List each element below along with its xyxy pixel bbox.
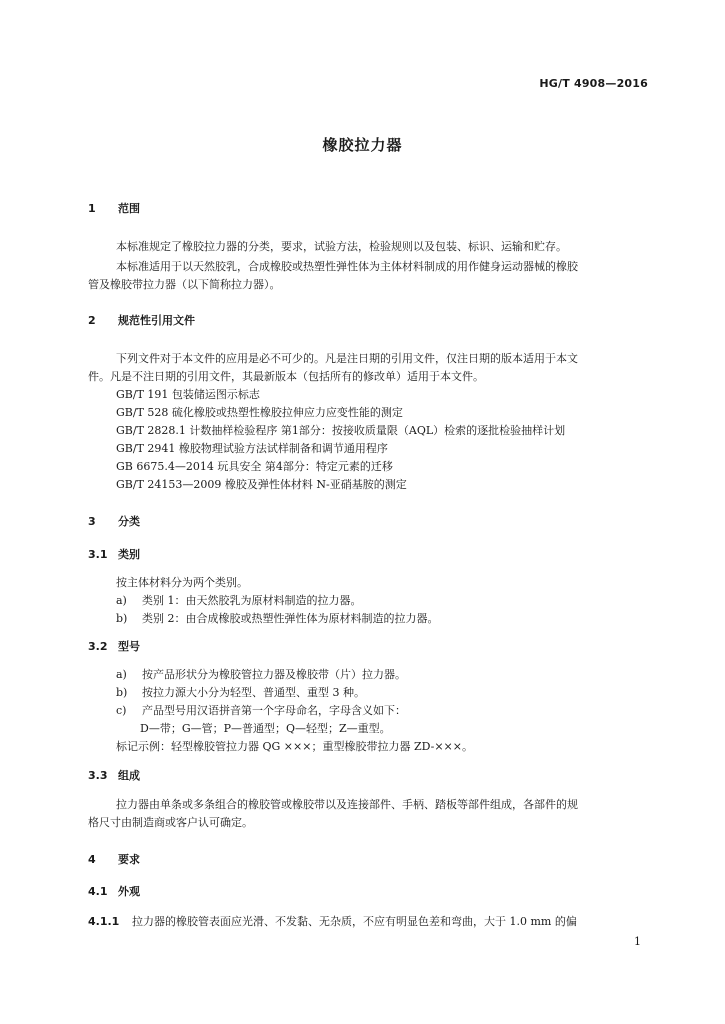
reference-item: GB/T 191 包装储运图示标志 (116, 388, 260, 401)
paragraph: 本标准适用于以天然胶乳，合成橡胶或热塑性弹性体为主体材料制成的用作健身运动器械的橡胶 (116, 260, 578, 273)
paragraph: 下列文件对于本文件的应用是必不可少的。凡是注日期的引用文件，仅注日期的版本适用于本文 (116, 352, 578, 365)
list-item-text: 类别 2：由合成橡胶或热塑性弹性体为原材料制造的拉力器。 (142, 612, 439, 625)
section-number: 1 (88, 202, 96, 215)
section-1-heading (88, 200, 140, 216)
reference-item: GB 6675.4—2014 玩具安全 第4部分：特定元素的迁移 (116, 460, 393, 473)
list-item (116, 666, 406, 682)
subsection-3-3-heading (88, 767, 140, 783)
paragraph: 拉力器由单条或多条组合的橡胶管或橡胶带以及连接部件、手柄、踏板等部件组成，各部件的规 (116, 798, 578, 811)
section-title: 范围 (118, 202, 140, 215)
list-item (116, 684, 365, 700)
subsection-4-1-heading (88, 883, 140, 899)
subsection-number: 4.1 (88, 885, 108, 898)
reference-item: GB/T 2941 橡胶物理试验方法试样制备和调节通用程序 (116, 442, 388, 455)
section-title: 要求 (118, 853, 140, 866)
section-number: 3 (88, 515, 96, 528)
section-number: 4 (88, 853, 96, 866)
paragraph-continuation: 管及橡胶带拉力器（以下简称拉力器）。 (88, 278, 281, 291)
section-4-heading (88, 851, 140, 867)
list-item-text: 产品型号用汉语拼音第一个字母命名，字母含义如下： (142, 704, 406, 717)
standard-number: HG/T 4908—2016 (539, 77, 648, 90)
subsection-title: 外观 (118, 885, 140, 898)
section-2-heading (88, 312, 195, 328)
list-item-text: 按拉力源大小分为轻型、普通型、重型 3 种。 (142, 686, 365, 699)
subsection-3-1-heading (88, 546, 140, 562)
paragraph: 按主体材料分为两个类别。 (116, 576, 248, 589)
section-title: 分类 (118, 515, 140, 528)
list-item-label: b) (116, 686, 128, 699)
section-number: 2 (88, 314, 96, 327)
page-number: 1 (634, 935, 641, 948)
list-item-text: 类别 1：由天然胶乳为原材料制造的拉力器。 (142, 594, 362, 607)
reference-item: GB/T 2828.1 计数抽样检验程序 第1部分：按接收质量限（AQL）检索的逐批检验抽样计划 (116, 424, 566, 437)
list-item (116, 610, 439, 626)
clause-text: 拉力器的橡胶管表面应光滑、不发黏、无杂质，不应有明显色差和弯曲，大于 1.0 mm 的偏 (132, 915, 577, 928)
list-item-label: a) (116, 668, 127, 681)
marking-example: 标记示例：轻型橡胶管拉力器 QG ×××；重型橡胶带拉力器 ZD-×××。 (116, 740, 473, 753)
paragraph-continuation: 件。凡是不注日期的引用文件，其最新版本（包括所有的修改单）适用于本文件。 (88, 370, 484, 383)
subsection-number: 3.2 (88, 640, 108, 653)
list-item-text: 按产品形状分为橡胶管拉力器及橡胶带（片）拉力器。 (142, 668, 406, 681)
reference-item: GB/T 24153—2009 橡胶及弹性体材料 N-亚硝基胺的测定 (116, 478, 407, 491)
subsection-number: 3.3 (88, 769, 108, 782)
subsection-title: 型号 (118, 640, 140, 653)
section-3-heading (88, 513, 140, 529)
paragraph: 本标准规定了橡胶拉力器的分类，要求，试验方法，检验规则以及包装、标识、运输和贮存。 (116, 240, 567, 253)
list-item (116, 702, 406, 718)
list-item-label: b) (116, 612, 128, 625)
paragraph-continuation: 格尺寸由制造商或客户认可确定。 (88, 816, 253, 829)
subsection-title: 类别 (118, 548, 140, 561)
subsection-title: 组成 (118, 769, 140, 782)
list-item (116, 592, 362, 608)
clause-number: 4.1.1 (88, 915, 120, 928)
subsection-number: 3.1 (88, 548, 108, 561)
clause-4-1-1 (88, 913, 577, 929)
document-title: 橡胶拉力器 (322, 136, 403, 154)
reference-item: GB/T 528 硫化橡胶或热塑性橡胶拉伸应力应变性能的测定 (116, 406, 403, 419)
subsection-3-2-heading (88, 638, 140, 654)
list-item-label: a) (116, 594, 127, 607)
list-item-label: c) (116, 704, 127, 717)
model-code-legend: D—带；G—管；P—普通型；Q—轻型；Z—重型。 (140, 722, 391, 735)
section-title: 规范性引用文件 (118, 314, 195, 327)
